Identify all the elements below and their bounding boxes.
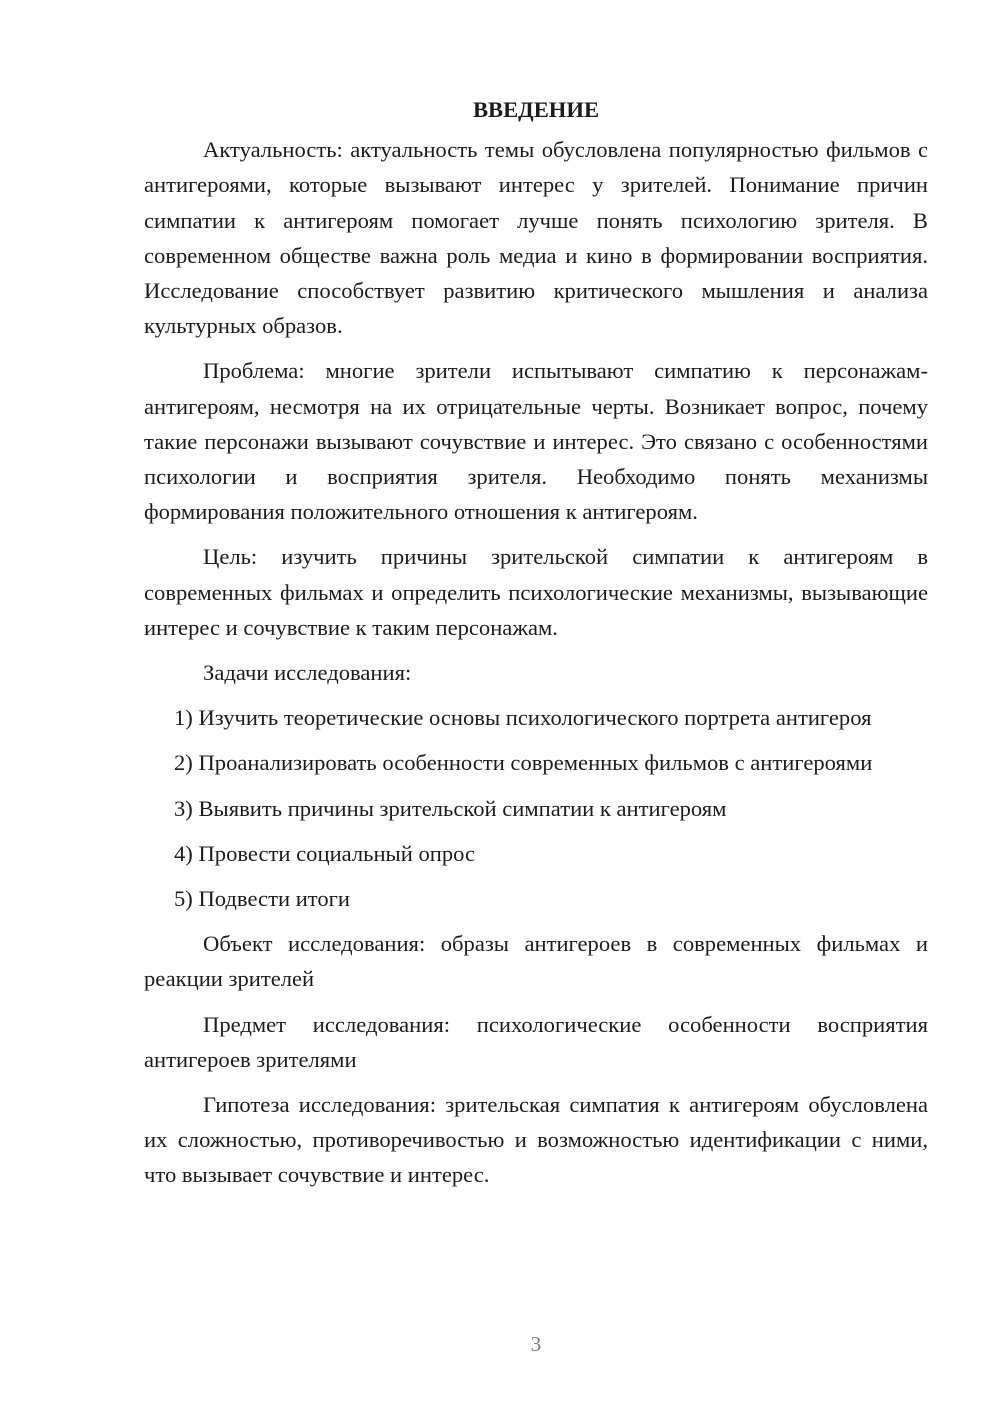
document-page xyxy=(144,92,928,1203)
task-item: 2) Проанализировать особенности современных фильмов с антигероями xyxy=(174,750,873,776)
relevance-paragraph: Актуальность: актуальность темы обусловлена популярностью фильмов с антигероями, которые вызывают интерес у зрителей. Понимание причин симпатии к антигероям помогает лучше понять психологию зрителя. В современном обществе важна роль медиа и кино в формировании восприятия. Исследование способствует развитию критического мышления и анализа культурных образов. xyxy=(144,137,928,339)
task-item: 5) Подвести итоги xyxy=(174,886,351,912)
object-paragraph: Объект исследования: образы антигероев в современных фильмах и реакции зрителей xyxy=(144,931,928,992)
goal-paragraph: Цель: изучить причины зрительской симпатии к антигероям в современных фильмах и определить психологические механизмы, вызывающие интерес и сочувствие к таким персонажам. xyxy=(144,544,928,640)
task-item: 3) Выявить причины зрительской симпатии к антигероям xyxy=(174,795,727,821)
page-number: 3 xyxy=(530,1332,542,1356)
tasks-heading: Задачи исследования: xyxy=(203,660,412,686)
hypothesis-paragraph: Гипотеза исследования: зрительская симпатия к антигероям обусловлена их сложностью, противоречивостью и возможностью идентификации с ними, что вызывает сочувствие и интерес. xyxy=(144,1092,928,1188)
problem-paragraph: Проблема: многие зрители испытывают симпатию к персонажам-антигероям, несмотря на их отрицательные черты. Возникает вопрос, почему такие персонажи вызывают сочувствие и интерес. Это связано с особенностями психологии и восприятия зрителя. Необходимо понять механизмы формирования положительного отношения к антигероям. xyxy=(144,358,928,525)
task-item: 1) Изучить теоретические основы психологического портрета антигероя xyxy=(174,705,872,731)
section-title: ВВЕДЕНИЕ xyxy=(472,97,600,122)
subject-paragraph: Предмет исследования: психологические особенности восприятия антигероев зрителями xyxy=(144,1011,928,1072)
task-item: 4) Провести социальный опрос xyxy=(174,840,476,866)
